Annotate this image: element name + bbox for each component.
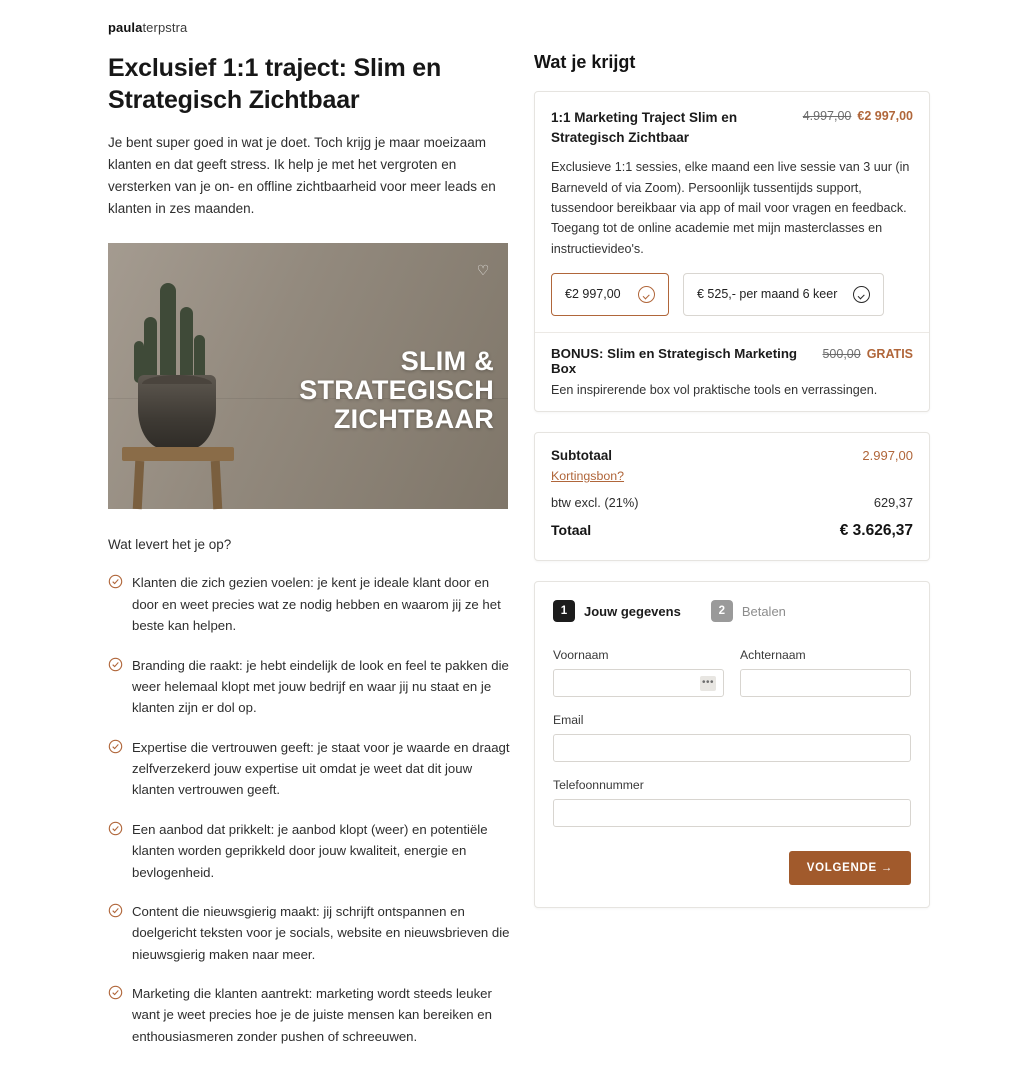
hero-headline-line2: STRATEGISCH xyxy=(299,375,494,406)
product-card xyxy=(534,91,930,412)
subtotal-row xyxy=(551,448,913,463)
benefit-text: Branding die raakt: je hebt eindelijk de look en feel te pakken die weer helemaal klopt met jouw bedrijf en waar jij nu staat en je klanten zijn er dol op. xyxy=(132,657,509,716)
check-circle-icon xyxy=(108,903,123,918)
hero-headline-line3: ZICHTBAAR xyxy=(333,403,494,434)
email-label: Email xyxy=(553,713,584,728)
plant-pot xyxy=(138,375,216,449)
list-item xyxy=(108,901,512,965)
product-name: 1:1 Marketing Traject Slim en Strategisch Zichtbaar xyxy=(551,110,738,145)
next-button-wrap xyxy=(553,851,911,885)
phone-field-group xyxy=(553,778,911,827)
coupon-link[interactable]: Kortingsbon? xyxy=(551,469,625,484)
check-circle-icon xyxy=(108,574,123,589)
bonus-title: Slim en Strategisch Marketing Box xyxy=(551,346,798,377)
benefit-text: Expertise die vertrouwen geeft: je staat voor je waarde en draagt zelfverzekerd jouw expertise uit omdat je weet dat dit jouw klanten vertrouwen geeft. xyxy=(132,739,510,798)
logo-bold: paula xyxy=(108,20,143,35)
product-details xyxy=(535,92,929,273)
cactus-stem xyxy=(160,283,176,383)
list-item xyxy=(108,737,512,801)
email-field-group xyxy=(553,713,911,762)
step-payment[interactable] xyxy=(711,600,786,622)
phone-label: Telefoonnummer xyxy=(553,778,644,793)
list-item xyxy=(108,983,512,1047)
step-2-number: 2 xyxy=(711,600,733,622)
bonus-header xyxy=(551,346,913,376)
total-value: € 3.626,37 xyxy=(839,522,913,540)
firstname-input[interactable] xyxy=(553,669,724,697)
bonus-description: Een inspirerende box vol praktische tools en verrassingen. xyxy=(551,383,878,398)
list-item xyxy=(108,655,512,719)
email-field[interactable] xyxy=(553,734,911,762)
payment-option-installments[interactable] xyxy=(683,273,884,316)
tax-row xyxy=(551,495,913,510)
phone-field-row xyxy=(553,778,911,827)
radio-icon[interactable] xyxy=(853,286,870,303)
product-header xyxy=(551,108,913,147)
subtotal-label: Subtotaal xyxy=(551,448,613,464)
bonus-prefix: BONUS: xyxy=(551,346,604,362)
payment-options xyxy=(535,273,929,332)
step-your-details[interactable] xyxy=(553,600,681,622)
next-button[interactable]: VOLGENDE → xyxy=(789,851,911,885)
payment-option-full[interactable] xyxy=(551,273,669,316)
email-field-row xyxy=(553,713,911,762)
benefit-text: Klanten die zich gezien voelen: je kent je ideale klant door en door en weet precies wat ze nodig hebben en waarom jij ze het beste kan helpen. xyxy=(132,575,501,634)
bonus-name xyxy=(551,346,822,376)
logo-light: terpstra xyxy=(142,20,188,35)
product-new-price: €2 997,00 xyxy=(857,109,913,123)
autofill-icon[interactable]: ••• xyxy=(700,676,716,691)
benefits-heading: Wat levert het je op? xyxy=(108,537,232,553)
payment-option-full-label: €2 997,00 xyxy=(565,287,621,302)
total-label: Totaal xyxy=(551,522,592,539)
cactus-stem xyxy=(180,307,193,381)
bonus-free-badge: GRATIS xyxy=(866,347,913,362)
benefit-text: Marketing die klanten aantrekt: marketing wordt steeds leuker want je weet precies hoe je de juiste mensen kan bereiken en enthousiasmeren zonder pushen of schreeuwen. xyxy=(132,986,492,1044)
checkout-steps xyxy=(553,600,911,622)
heart-icon[interactable]: ♡ xyxy=(476,262,490,279)
wooden-stool xyxy=(122,447,234,461)
hero-headline xyxy=(299,347,494,433)
lastname-input[interactable] xyxy=(740,669,911,697)
product-old-price: 4.997,00 xyxy=(802,109,852,123)
page-title: Exclusief 1:1 traject: Slim en Strategisch Zichtbaar xyxy=(108,54,442,114)
cactus-stem xyxy=(144,317,157,381)
check-circle-icon xyxy=(108,821,123,836)
list-item xyxy=(108,819,512,883)
order-summary-heading: Wat je krijgt xyxy=(534,52,636,72)
intro-paragraph: Je bent super goed in wat je doet. Toch krijg je maar moeizaam klanten en dat geeft stress. Ik help je met het vergroten en versterken van je on- en offline zichtbaarheid voor meer leads en klanten in zes maanden. xyxy=(108,135,496,216)
product-price-group xyxy=(803,108,913,123)
bonus-price-group xyxy=(822,347,913,361)
benefit-text: Een aanbod dat prikkelt: je aanbod klopt (weer) en potentiële klanten worden geprikkeld door jouw kwaliteit, energie en bevlogenheid. xyxy=(132,821,488,880)
benefit-text: Content die nieuwsgierig maakt: jij schrijft ontspannen en doelgericht teksten voor je socials, website en nieuwsbrieven die nieuwsgierig maken naar meer. xyxy=(132,903,510,962)
firstname-field-group xyxy=(553,648,724,697)
lastname-label: Achternaam xyxy=(740,648,806,663)
subtotal-value: 2.997,00 xyxy=(862,448,913,464)
step-1-number: 1 xyxy=(553,600,575,622)
list-item xyxy=(108,572,512,636)
checkout-form-card xyxy=(534,581,930,908)
hero-headline-line1: SLIM & xyxy=(400,346,494,377)
left-column xyxy=(108,52,512,1065)
phone-input[interactable] xyxy=(553,799,911,827)
totals-card xyxy=(534,432,930,561)
product-description: Exclusieve 1:1 sessies, elke maand een live sessie van 3 uur (in Barneveld of via Zoom). Persoonlijk tussentijds support, tussendoor bereikbaar via app of mail voor vragen en feedback. Toegang tot de online academie met mijn masterclasses en instructievideo's. xyxy=(551,160,910,256)
firstname-label: Voornaam xyxy=(553,648,609,663)
payment-option-installments-label: € 525,- per maand 6 keer xyxy=(697,287,838,302)
tax-value: 629,37 xyxy=(873,495,913,511)
tax-label: btw excl. (21%) xyxy=(551,495,639,511)
step-2-label: Betalen xyxy=(741,603,786,619)
bonus-old-price: 500,00 xyxy=(822,347,861,362)
name-field-row xyxy=(553,648,911,697)
step-1-label: Jouw gegevens xyxy=(584,603,681,619)
right-column xyxy=(534,52,930,908)
lastname-field-group xyxy=(740,648,911,697)
check-circle-icon xyxy=(108,985,123,1000)
check-circle-icon xyxy=(108,739,123,754)
radio-selected-icon[interactable] xyxy=(638,286,655,303)
site-logo[interactable] xyxy=(108,20,187,35)
hero-image xyxy=(108,243,508,509)
check-circle-icon xyxy=(108,657,123,672)
total-row xyxy=(551,522,913,540)
bonus-item xyxy=(535,332,929,411)
